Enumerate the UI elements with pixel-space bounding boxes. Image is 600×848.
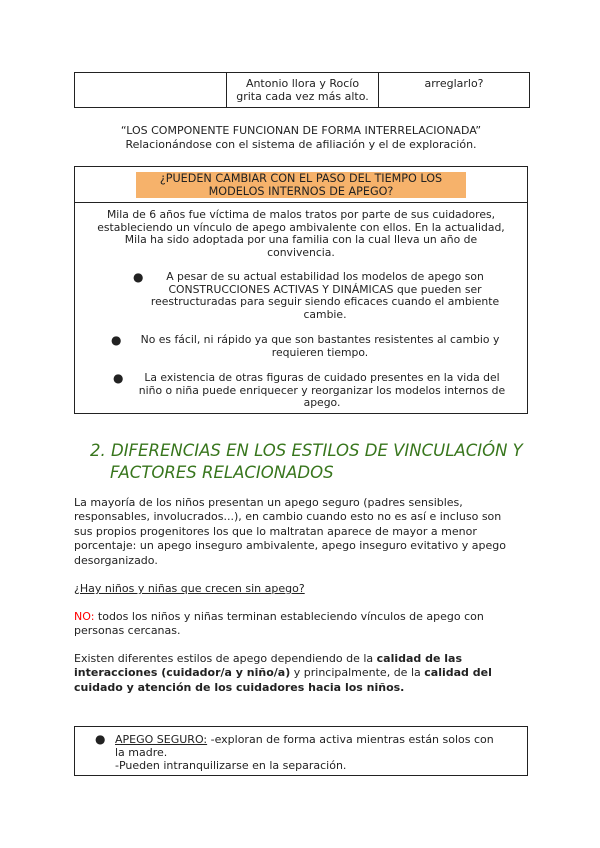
bullet-dot: ● (113, 371, 124, 385)
apego-text: la madre. (115, 746, 168, 759)
para-text: y principalmente, de la (290, 666, 425, 680)
apego-seguro-box (74, 726, 528, 776)
quote-line: “LOS COMPONENTE FUNCIONAN DE FORMA INTERRELACIONADA” (120, 124, 482, 137)
apego-text: -Pueden intranquilizarse en la separación. (115, 759, 347, 772)
bullet-line: No es fácil, ni rápido ya que son bastantes resistentes al cambio y (140, 333, 500, 346)
para-line: desorganizado. (74, 553, 158, 567)
para-text: Existen diferentes estilos de apego dependiendo de la (74, 652, 377, 665)
case-intro (75, 203, 527, 259)
bullet-item-2 (115, 334, 525, 359)
bullet-line: A pesar de su actual estabilidad los modelos de apego son (166, 270, 484, 283)
para-line: porcentaje: un apego inseguro ambivalente, apego inseguro evitativo y apego (74, 539, 506, 553)
cell-text-line: grita cada vez más alto. (236, 90, 369, 103)
apego-seguro-item (115, 733, 525, 772)
table-cell-question: arreglarlo? (424, 77, 484, 90)
apego-seguro-label: APEGO SEGURO: (115, 733, 208, 746)
paragraph-intro (74, 496, 528, 568)
apego-text: -exploran de forma activa mientras están solos con (207, 733, 494, 746)
bullet-line: CONSTRUCCIONES ACTIVAS Y DINÁMICAS que pueden ser (168, 282, 482, 296)
bullet-dot: ● (95, 732, 106, 746)
para-bold: interacciones (cuidador/a y niño/a) (74, 666, 291, 680)
intro-line: Mila de 6 años fue víctima de malos tratos por parte de sus cuidadores, (106, 208, 496, 221)
bullet-dot: ● (133, 270, 144, 284)
bullet-line: reestructuradas para seguir siendo eficaces cuando el ambiente (150, 295, 500, 309)
bullet-line: apego. (303, 396, 341, 410)
para-line: sus propios progenitores los que lo maltratan aparece de mayor a menor (74, 524, 477, 538)
para-bold: cuidado y atención de los cuidadores hacia los niños. (74, 680, 405, 694)
bullet-line: requieren tiempo. (271, 345, 369, 359)
section-heading-cont: FACTORES RELACIONADOS (110, 463, 334, 482)
question-line: ¿Hay niños y niñas que crecen sin apego? (74, 582, 305, 595)
para-line: La mayoría de los niños presentan un apego seguro (padres sensibles, (74, 496, 463, 509)
no-label: NO: (74, 610, 95, 623)
section-heading: 2. DIFERENCIAS EN LOS ESTILOS DE VINCULACIÓN Y (90, 441, 523, 460)
question-box (74, 166, 528, 414)
para-bold: calidad de las (376, 652, 463, 665)
bullet-line: cambie. (303, 307, 347, 321)
intro-line: estableciendo un vínculo de apego ambivalente con ellos. En la actualidad, (97, 220, 505, 234)
bullet-dot: ● (111, 333, 122, 347)
bullet-item-1 (135, 271, 515, 321)
question-title: ¿PUEDEN CAMBIAR CON EL PASO DEL TIEMPO LOS MODELOS INTERNOS DE APEGO? (136, 172, 466, 198)
answer-paragraph (74, 610, 528, 639)
para-bold: calidad del (424, 666, 492, 680)
table-row (74, 72, 530, 108)
quote-subline: Relacionándose con el sistema de afiliación y el de exploración. (125, 138, 477, 151)
table-cell-description (227, 73, 379, 107)
bullet-item-3 (117, 372, 527, 410)
bullet-line: La existencia de otras figuras de cuidado presentes en la vida del (144, 371, 500, 384)
para-line: responsables, involucrados...), en cambio cuando esto no es así e incluso son (74, 510, 502, 524)
table-cell-empty (75, 73, 227, 107)
cell-text-line: Antonio llora y Rocío (245, 77, 360, 90)
paragraph-styles (74, 652, 528, 695)
bullet-line: niño o niña puede enriquecer y reorganizar los modelos internos de (138, 383, 506, 397)
answer-text: personas cercanas. (74, 624, 181, 638)
answer-text: todos los niños y niñas terminan estableciendo vínculos de apego con (94, 610, 484, 623)
question-box-header (75, 167, 527, 203)
intro-line: Mila ha sido adoptada por una familia con la cual lleva un año de (124, 233, 478, 247)
intro-line: convivencia. (267, 245, 335, 259)
